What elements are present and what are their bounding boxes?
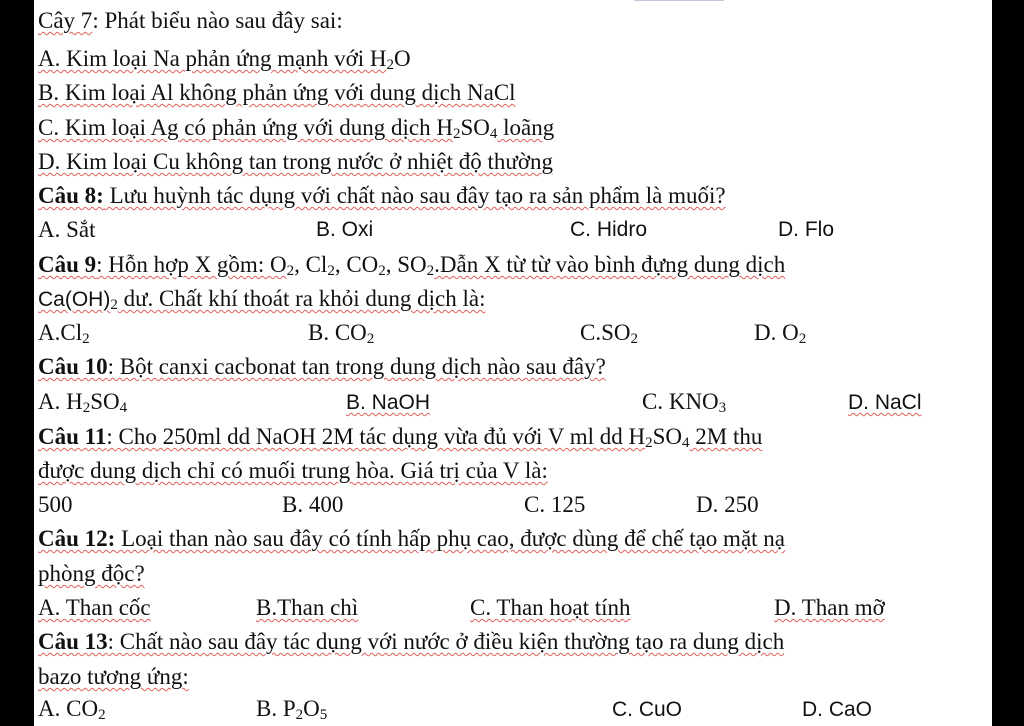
q9-option-c — [580, 316, 638, 350]
q12-title — [38, 522, 992, 556]
q8-option-b: B. Oxi — [316, 218, 374, 241]
document-page — [34, 0, 992, 726]
q9-text5: .Dẫn X từ từ vào bình đựng dung dịch — [434, 252, 786, 277]
q8-option-d: D. Flo — [778, 218, 835, 241]
q10-option-d — [848, 385, 922, 420]
q10-option-b — [346, 385, 430, 420]
q7-option-a-end: O — [394, 46, 411, 71]
q7-option-c-text: C. Kim loại Ag có phản ứng với dung dịch H — [38, 115, 453, 140]
q7-option-c-sub2: 4 — [489, 126, 498, 142]
q9-number: Câu 9 — [38, 252, 97, 277]
q9-question-a: : Hỗn hợp X gồm: O — [96, 252, 287, 277]
q8-option-a: A. Sắt — [38, 217, 96, 242]
q13-option-b — [256, 692, 327, 726]
q9-option-c-sub: 2 — [630, 331, 638, 347]
q7-option-a-text: A. Kim loại Na phản ứng mạnh với H — [38, 46, 387, 71]
q13-option-d — [802, 692, 872, 726]
q11-option-b: B. 400 — [282, 492, 344, 517]
q10-option-a-mid: SO — [90, 389, 120, 414]
q7-option-b — [38, 76, 992, 110]
q9-option-d-text: D. O — [754, 320, 799, 345]
q9-option-a-text: A.Cl — [38, 320, 83, 345]
q9-option-d — [754, 316, 806, 350]
q11-sub1: 2 — [645, 435, 653, 451]
q7-title — [38, 4, 992, 38]
q9-text3: , CO — [334, 252, 379, 277]
q9-option-a — [38, 316, 90, 350]
q10-number: Câu 10 — [38, 354, 108, 379]
q13-option-b-text: B. P — [256, 696, 296, 721]
q13-option-a — [38, 692, 106, 726]
q13-options — [38, 692, 992, 726]
q13-option-b-mid: O — [303, 696, 320, 721]
q12-option-c: C. Than hoạt tính — [470, 595, 631, 620]
q9-line2 — [38, 282, 992, 316]
q13-line2 — [38, 660, 992, 694]
q7-option-d — [38, 145, 992, 179]
q11-line2 — [38, 454, 992, 488]
q10-option-a-sub2: 4 — [119, 400, 128, 416]
q9-option-b — [308, 316, 374, 350]
q7-option-c-sub1: 2 — [452, 126, 461, 142]
q12-question: Loại than nào sau đây có tính hấp phụ cao, được dùng để chế tạo mặt nạ — [115, 526, 786, 551]
q9-line2-sub: 2 — [110, 297, 118, 313]
q10-option-c-sub: 3 — [718, 400, 727, 416]
q9-sub2: 2 — [327, 263, 335, 279]
q7-number: Cây 7 — [38, 8, 93, 33]
q10-option-d-text: D. NaCl — [848, 391, 922, 414]
q13-option-a-sub: 2 — [98, 707, 106, 723]
q10-question: : Bột canxi cacbonat tan trong dung dịch nào sau đây? — [107, 354, 606, 379]
q12-line2-text: phòng độc? — [38, 561, 145, 586]
q9-option-b-sub: 2 — [366, 331, 375, 347]
q12-option-b: B.Than chì — [256, 595, 359, 620]
q7-option-a — [38, 42, 992, 76]
q10-option-b-text: B. NaOH — [346, 391, 431, 414]
q13-option-c — [612, 692, 682, 726]
q8-title — [38, 179, 992, 213]
q10-option-a — [38, 385, 127, 419]
q7-option-c-mid: SO — [460, 115, 490, 140]
q13-number: Câu 13 — [38, 629, 108, 654]
q9-option-b-text: B. CO — [308, 320, 367, 345]
q9-sub4: 2 — [426, 263, 435, 279]
q9-text4: , SO — [385, 252, 427, 277]
q9-option-a-sub: 2 — [82, 331, 90, 347]
q12-number: Câu 12: — [38, 526, 116, 551]
q9-title — [38, 248, 992, 282]
q13-option-c-text: C. CuO — [612, 698, 683, 721]
q12-line2 — [38, 557, 992, 591]
q8-option-c: C. Hidro — [570, 218, 648, 241]
q9-option-d-sub: 2 — [798, 331, 807, 347]
q11-option-d: D. 250 — [696, 492, 759, 517]
q9-sub1: 2 — [286, 263, 295, 279]
q11-question: : Cho 250ml dd NaOH 2M tác dụng vừa đủ với V ml dd H — [106, 424, 646, 449]
q13-option-d-text: D. CaO — [802, 698, 873, 721]
q8-options — [38, 213, 992, 247]
q12-option-a: A. Than cốc — [38, 595, 151, 620]
q12-options — [38, 591, 992, 625]
q11-options — [38, 488, 992, 522]
q11-number: Câu 11 — [38, 424, 107, 449]
q11-sub2: 4 — [682, 435, 690, 451]
q9-line2-text: dư. Chất khí thoát ra khỏi dung dịch là: — [117, 286, 486, 311]
q10-option-a-sub1: 2 — [82, 400, 91, 416]
q11-title — [38, 420, 992, 454]
q13-option-b-sub1: 2 — [295, 707, 304, 723]
q7-option-c — [38, 111, 992, 145]
q9-options — [38, 316, 992, 350]
q10-option-c-text: C. KNO — [642, 389, 719, 414]
q9-line2-formula: Ca(OH) — [38, 288, 111, 311]
q13-option-a-text: A. CO — [38, 696, 99, 721]
q13-question: : Chất nào sau đây tác dụng với nước ở điều kiện thường tạo ra dung dịch — [107, 629, 785, 654]
q7-option-c-end: loãng — [497, 115, 555, 140]
q11-option-c: C. 125 — [524, 492, 586, 517]
q13-option-b-sub2: 5 — [319, 707, 328, 723]
q11-line2-text: được dung dịch chỉ có muối trung hòa. Giá trị của V là: — [38, 458, 548, 483]
q12-option-d: D. Than mỡ — [774, 595, 885, 620]
q7-option-a-sub: 2 — [386, 57, 394, 73]
q13-line2-text: bazo tương ứng: — [38, 664, 189, 689]
q11-mid: SO — [652, 424, 682, 449]
q10-option-c — [642, 385, 726, 419]
q9-sub3: 2 — [378, 263, 386, 279]
q8-number: Câu 8: — [38, 183, 104, 208]
q10-title — [38, 350, 992, 384]
q11-option-a: 500 — [38, 492, 73, 517]
q7-option-b-text: B. Kim loại Al không phản ứng với dung dịch NaCl — [38, 80, 516, 105]
q9-option-c-text: C.SO — [580, 320, 631, 345]
q9-text2: , Cl — [294, 252, 328, 277]
q7-option-d-text: D. Kim loại Cu không tan trong nước ở nhiệt độ thường — [38, 149, 553, 174]
q10-option-a-text: A. H — [38, 389, 83, 414]
q7-question: : Phát biểu nào sau đây sai: — [92, 8, 343, 33]
q11-end: 2M thu — [689, 424, 763, 449]
q13-title — [38, 625, 992, 659]
q10-options — [38, 385, 992, 419]
q8-question: Lưu huỳnh tác dụng với chất nào sau đây tạo ra sản phẩm là muối? — [103, 183, 726, 208]
